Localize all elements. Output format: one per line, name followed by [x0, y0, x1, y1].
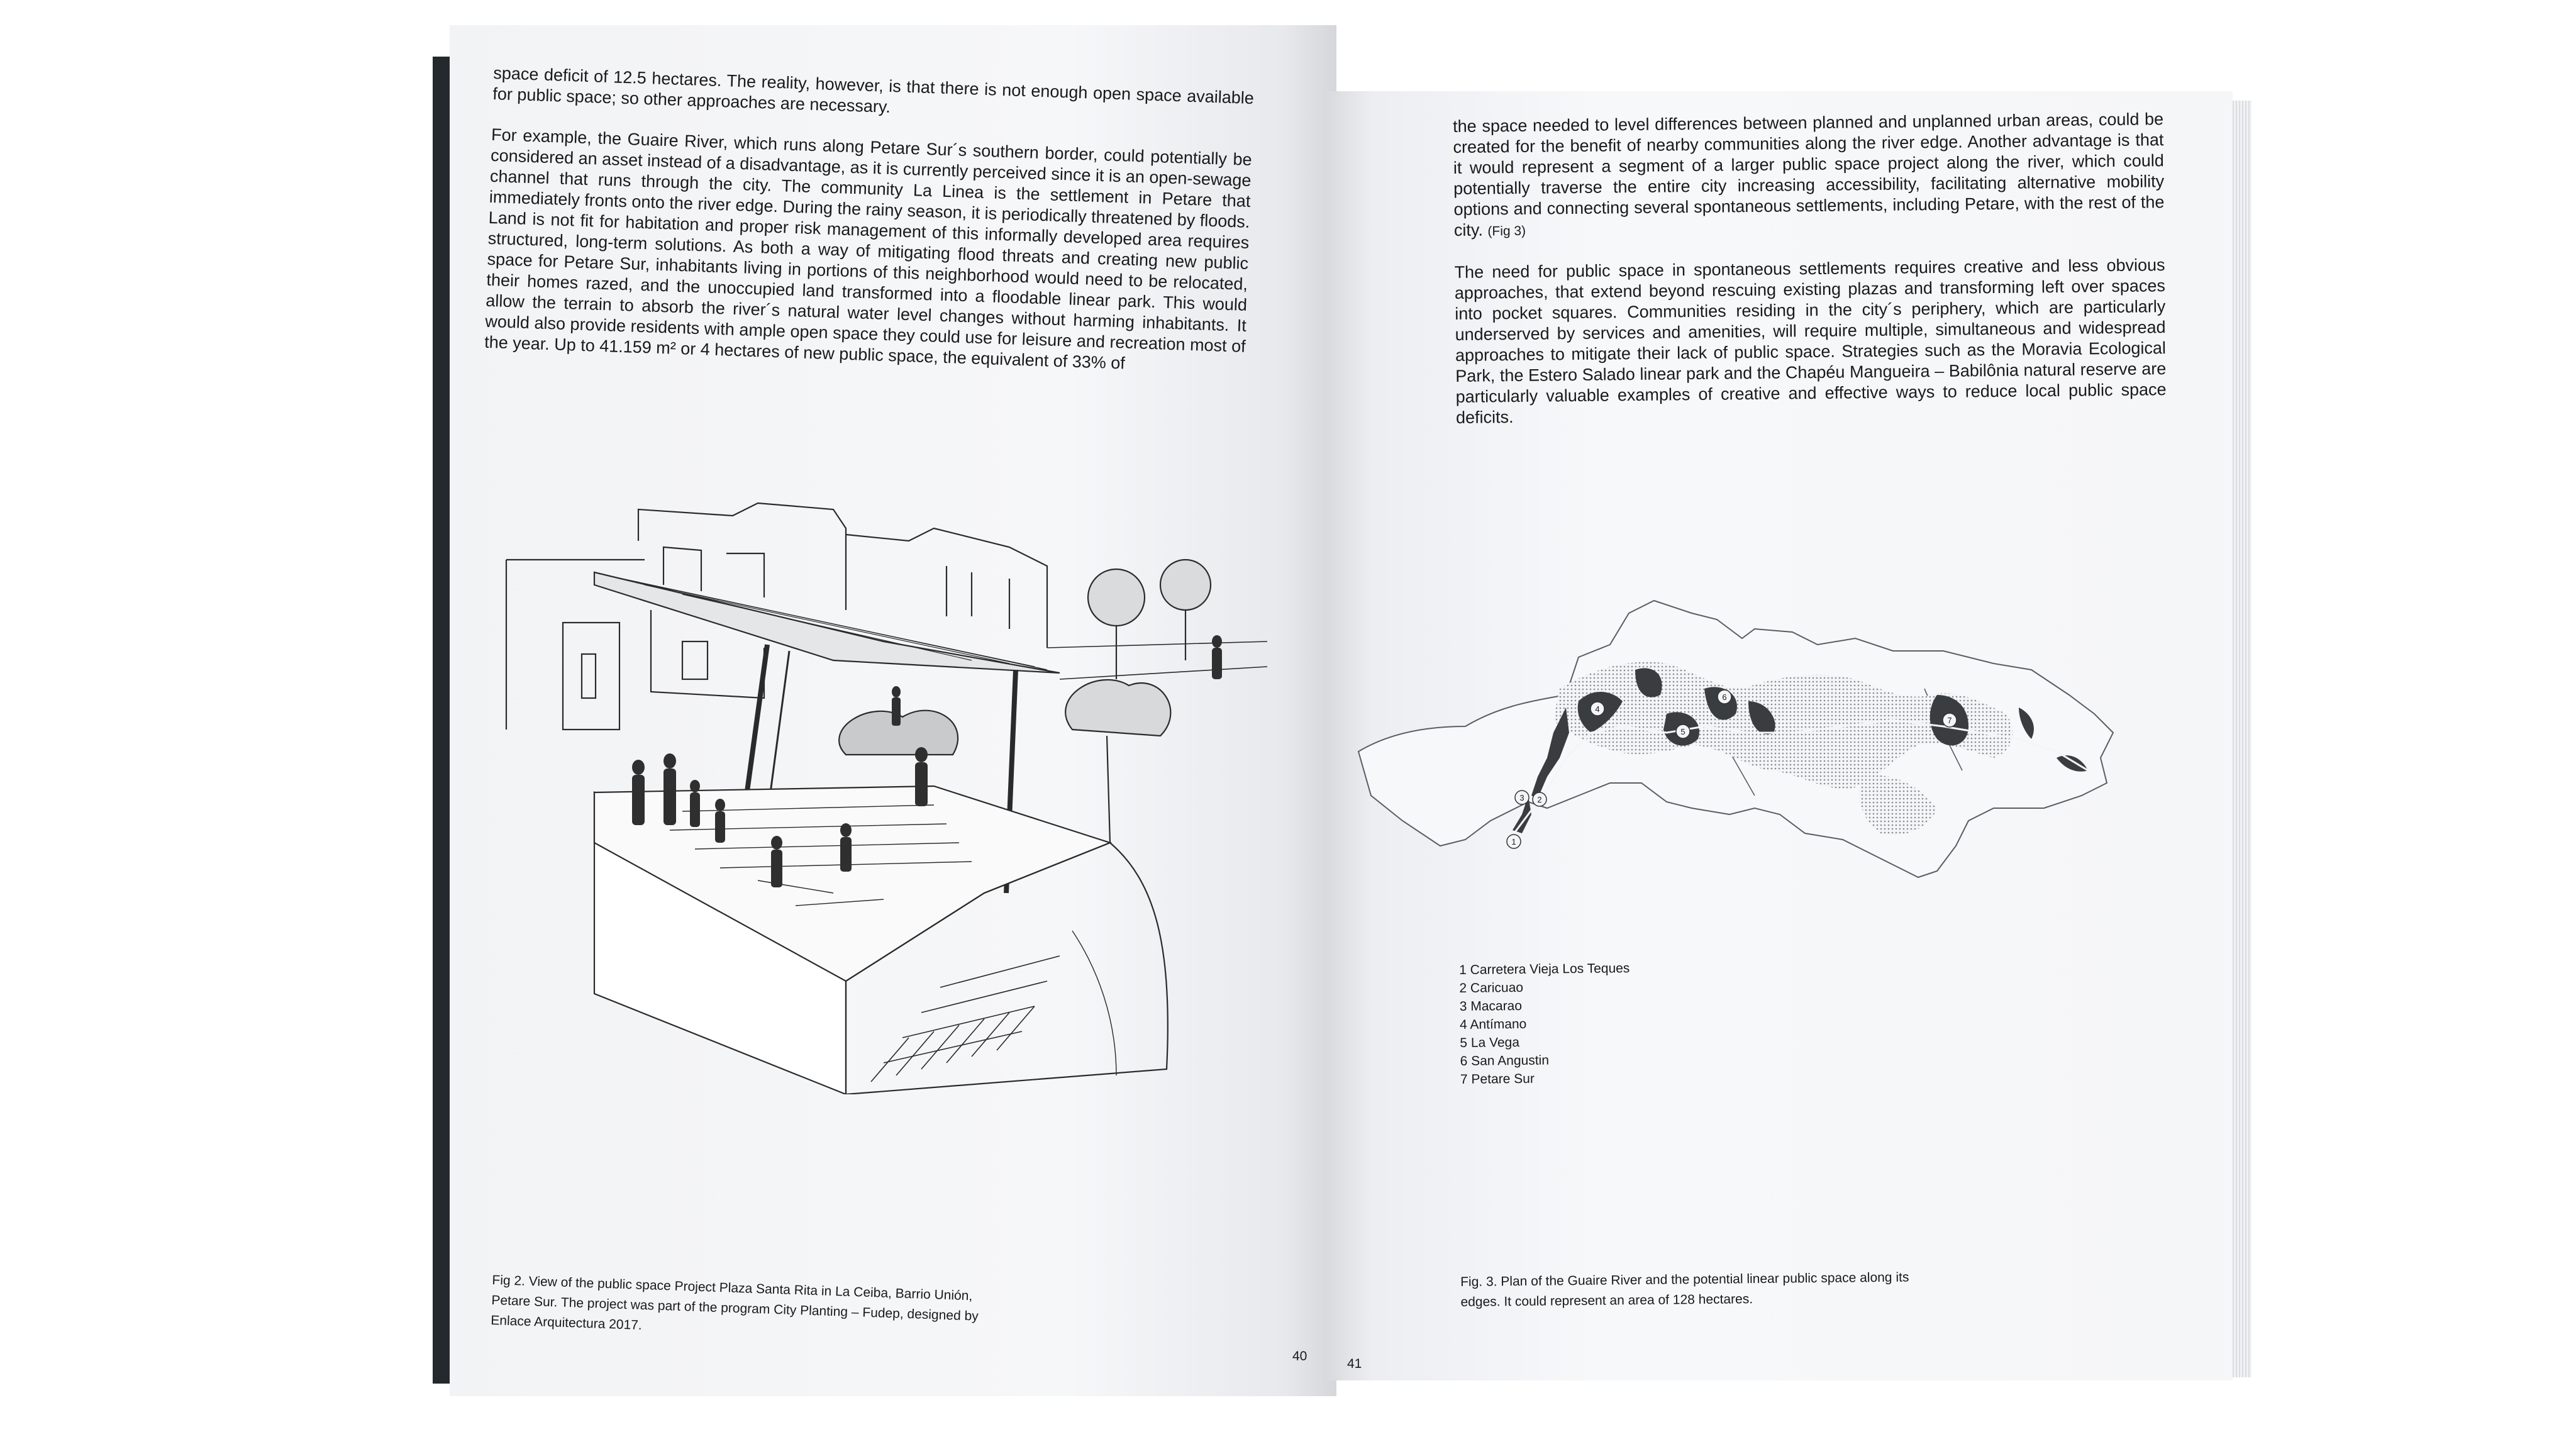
legend-item: 3 Macarao — [1459, 998, 1523, 1014]
right-paragraph-2: The need for public space in spontaneous settlements requires creative and less obvious approaches, that extend beyond rescuing existing plazas and transforming left over spaces into pocket squares. Communities residing in the city´s periphery, which are particularly underserved by services and amenities, will require multiple, simultaneous and widespread approaches to mitigate their lack of public space. Strategies such as the Moravia Ecological Park, the Estero Salado linear park and the Chapéu Mangueira – Babilônia natural reserve are particularly valuable examples of creative and effective ways to reduce local public space deficits. — [1454, 255, 2167, 427]
legend-item: 2 Caricuao — [1459, 980, 1524, 996]
marker-5: 5 — [1680, 727, 1685, 736]
legend-item: 7 Petare Sur — [1460, 1071, 1535, 1087]
right-body-text — [1453, 109, 2167, 448]
legend-item: 5 La Vega — [1460, 1035, 1520, 1050]
legend-item: 4 Antímano — [1459, 1016, 1527, 1032]
page-number-left: 40 — [1292, 1349, 1307, 1363]
plaza-illustration — [494, 491, 1267, 1094]
left-page — [450, 25, 1336, 1396]
page-number-right: 41 — [1347, 1357, 1362, 1371]
left-paragraph-1: space deficit of 12.5 hectares. The reality, however, is that there is not enough open space available for public space; so other approaches are necessary. — [492, 63, 1255, 116]
left-paragraph-2: For example, the Guaire River, which runs along Petare Sur´s southern border, could potentially be considered an asset instead of a disadvantage, as it is currently perceived since it is an open-sewage channel that runs through the city. The community La Linea is the settlement in Petare that immediately fronts onto the river edge. During the rainy season, it is periodically threatened by floods. Land is not fit for habitation and proper risk management of this informally developed area requires structured, long-term solutions. As both a way of mitigating flood threats and creating new public space for Petare Sur, inhabitants living in portions of this neighborhood would need to be relocated, their homes razed, and the unoccupied land transformed into a floodable linear park. This would allow the terrain to absorb the river´s natural water level changes without harming inhabitants. It would also provide residents with ample open space they could use for leisure and recreation most of the year. Up to 41.159 m² or 4 hectares of new public space, the equivalent of 33% of — [484, 125, 1253, 373]
left-body-text — [484, 63, 1255, 398]
marker-7: 7 — [1947, 716, 1952, 725]
figure-3-caption: Fig. 3. Plan of the Guaire River and the potential linear public space along its edges. It could represent an area of 128 hectares. — [1460, 1270, 1909, 1309]
right-paragraph-1 — [1453, 109, 2165, 242]
legend-item: 6 San Angustin — [1460, 1053, 1550, 1069]
right-page — [1327, 91, 2233, 1380]
marker-6: 6 — [1722, 692, 1727, 702]
guaire-river-map — [1340, 544, 2189, 947]
figure-2-caption: Fig 2. View of the public space Project Plaza Santa Rita in La Ceiba, Barrio Unión, Petare Sur. The project was part of the program City Planting – Fudep, designed by Enlace Arquitectura 2017. — [490, 1272, 979, 1333]
marker-4: 4 — [1595, 704, 1600, 714]
right-paragraph-1-text: the space needed to level differences between planned and unplanned urban areas, could be created for the benefit of nearby communities along the river edge. Another advantage is that it would represent a segment of a larger public space project along the river, which could potentially traverse the entire city increasing accessibility, facilitating alternative mobility options and connecting several spontaneous settlements, including Petare, with the rest of the city. — [1453, 109, 2165, 240]
marker-2: 2 — [1537, 795, 1542, 804]
fig-3-reference: (Fig 3) — [1487, 223, 1526, 239]
legend-item: 1 Carretera Vieja Los Teques — [1459, 961, 1630, 977]
marker-1: 1 — [1511, 837, 1516, 847]
marker-3: 3 — [1519, 793, 1524, 802]
map-legend — [1459, 959, 1631, 1089]
